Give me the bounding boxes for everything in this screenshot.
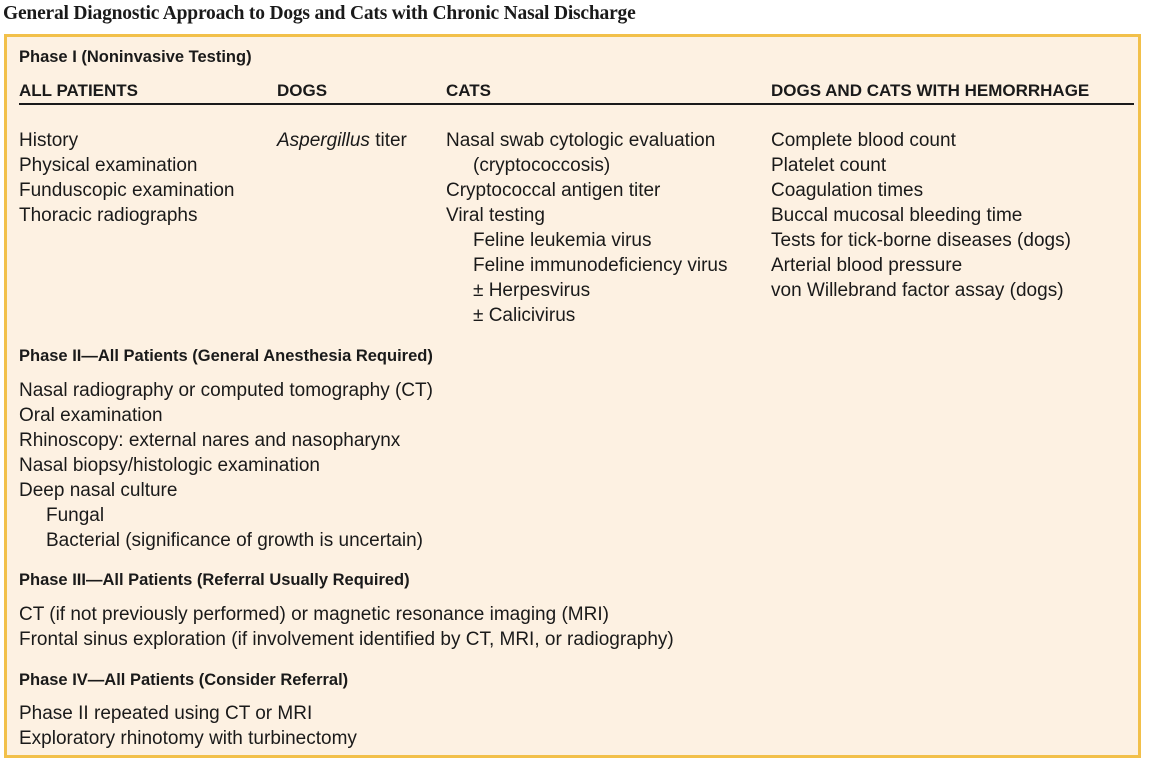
list-item: Feline immunodeficiency virus (473, 255, 728, 276)
list-item: History (19, 130, 79, 151)
list-item: Nasal radiography or computed tomography (CT) (19, 380, 433, 401)
phase-3-heading: Phase III—All Patients (Referral Usually Required) (19, 571, 410, 589)
list-item: Nasal biopsy/histologic examination (19, 455, 320, 476)
diagnostic-table-panel (4, 34, 1141, 758)
list-item: Coagulation times (771, 180, 924, 201)
header-divider (19, 103, 1134, 105)
list-item: Oral examination (19, 405, 163, 426)
list-item: CT (if not previously performed) or magnetic resonance imaging (MRI) (19, 604, 609, 625)
all-patients-list (19, 128, 234, 228)
dogs-list (277, 128, 407, 153)
cats-list (446, 128, 728, 328)
titer-text: titer (369, 130, 407, 151)
list-item: Bacterial (significance of growth is uncertain) (46, 530, 424, 551)
phase-4-heading: Phase IV—All Patients (Consider Referral) (19, 671, 349, 689)
list-item: Fungal (46, 505, 105, 526)
list-item: Complete blood count (771, 130, 956, 151)
list-item: Platelet count (771, 155, 887, 176)
list-item: Frontal sinus exploration (if involvement identified by CT, MRI, or radiography) (19, 629, 674, 650)
list-item: Buccal mucosal bleeding time (771, 205, 1023, 226)
list-item: Thoracic radiographs (19, 205, 198, 226)
list-item: Exploratory rhinotomy with turbinectomy (19, 728, 357, 749)
list-item: Nasal swab cytologic evaluation (446, 130, 716, 151)
table-title: General Diagnostic Approach to Dogs and Cats with Chronic Nasal Discharge (3, 3, 636, 24)
list-item: Phase II repeated using CT or MRI (19, 703, 313, 724)
hemorrhage-list (771, 128, 1071, 303)
list-item: Physical examination (19, 155, 198, 176)
list-item: Arterial blood pressure (771, 255, 963, 276)
list-item: Cryptococcal antigen titer (446, 180, 661, 201)
col-header-dogs: DOGS (277, 81, 328, 100)
list-item: ± Calicivirus (473, 305, 576, 326)
col-header-hemorrhage: DOGS AND CATS WITH HEMORRHAGE (771, 81, 1090, 100)
list-item: Rhinoscopy: external nares and nasopharynx (19, 430, 401, 451)
phase-4-list (19, 701, 357, 751)
list-item: Funduscopic examination (19, 180, 235, 201)
phase-2-list (19, 378, 433, 553)
list-item: Tests for tick-borne diseases (dogs) (771, 230, 1071, 251)
list-item: Viral testing (446, 205, 545, 226)
aspergillus-term: Aspergillus (277, 130, 370, 151)
phase-2-heading: Phase II—All Patients (General Anesthesia Required) (19, 347, 433, 365)
phase-1-heading: Phase I (Noninvasive Testing) (19, 48, 252, 66)
col-header-all-patients: ALL PATIENTS (19, 81, 138, 100)
list-item: (cryptococcosis) (473, 155, 611, 176)
phase-3-list (19, 602, 674, 652)
list-item: von Willebrand factor assay (dogs) (771, 280, 1064, 301)
list-item: ± Herpesvirus (473, 280, 591, 301)
list-item: Feline leukemia virus (473, 230, 652, 251)
list-item: Deep nasal culture (19, 480, 178, 501)
col-header-cats: CATS (446, 81, 492, 100)
list-item (277, 128, 407, 153)
